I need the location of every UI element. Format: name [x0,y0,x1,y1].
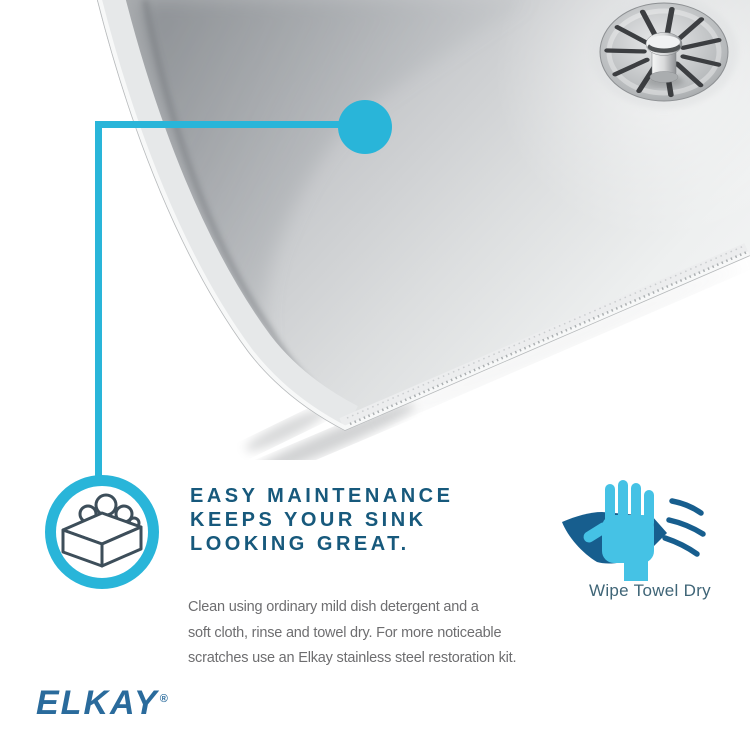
callout-dot [338,100,392,154]
headline-line: EASY MAINTENANCE [190,485,454,507]
brand-logo-text: ELKAY [36,684,159,722]
registered-trademark: ® [159,692,170,705]
body-line: soft cloth, rinse and towel dry. For more noticeable [188,624,502,641]
body-line: Clean using ordinary mild dish detergent and a [188,599,479,615]
wipe-towel-dry-label: Wipe Towel Dry [589,581,711,600]
soap-bar-icon [41,471,163,593]
headline-line: LOOKING GREAT. [190,533,410,555]
towel-hand-icon [552,477,716,583]
callout-line-horizontal [95,121,341,128]
brand-logo [36,684,170,723]
body-copy [188,595,516,672]
body-line: scratches use an Elkay stainless steel restoration kit. [188,650,517,666]
callout-line-vertical [95,121,102,479]
headline-line: KEEPS YOUR SINK [190,509,427,531]
motion-lines-icon [665,501,703,554]
hand-shape [581,480,654,581]
sink-drain-strainer-icon [590,0,738,109]
headline [190,484,453,556]
